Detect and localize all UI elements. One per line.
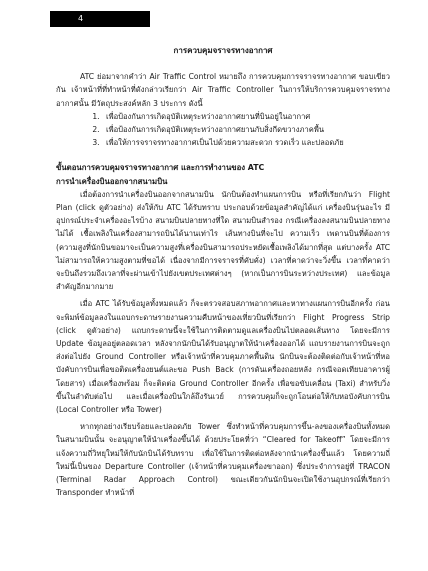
list-item: 1. เพื่อป้องกันการเกิดอุบัติเหตุระหว่างอากาศยานที่บินอยู่ในอากาศ (102, 110, 390, 123)
page-title: การควบคุมจราจรทางอากาศ (173, 46, 273, 55)
page-number-bar (50, 11, 150, 27)
body-paragraph: เมื่อ ATC ได้รับข้อมูลทั้งหมดแล้ว ก็จะตรวจสอบสภาพอากาศและหาทางแผนการบินอีกครั้ง ก่อนจะพิมพ์ข้อมูลลงในแถบกระดาษรายงานความคืบหน้าของเที่ยวบินที่เรียกว่า Flight Progress Strip (click ดูตัวอย่าง) แถบกระดาษนี้จะใช้ในการติดตามดูแลเครื่องบินไปตลอดเส้นทาง โดยจะมีการ Update ข้อมูลอยู่ตลอดเวลา หลังจากนักบินได้รับอนุญาตให้นำเครื่องออกได้ แถบรายงานการบินจะถูกส่งต่อไปยัง Ground Controller หรือเจ้าหน้าที่ควบคุมภาคพื้นดิน นักบินจะต้องติดต่อกับเจ้าหน้าที่หอบังคับการบินเพื่อขอติดเครื่องยนต์และขอ Push Back (การดันเครื่องถอยหลัง กรณีจอดเทียบอาคารผู้โดยสาร) เมื่อเครื่องพร้อม ก็จะติดต่อ Ground Controller อีกครั้ง เพื่อขอขับเคลื่อน (Taxi) สำหรับวิ่งขึ้นในลำดับต่อไป และเมื่อเครื่องบินใกล้ถึงรันเวย์ การควบคุมก็จะถูกโอนต่อให้กับหอบังคับการบิน (Local Controller หรือ Tower) (56, 299, 390, 415)
list-item: 3. เพื่อให้การจราจรทางอากาศเป็นไปด้วยความสะดวก รวดเร็ว และปลอดภัย (102, 136, 390, 149)
list-item: 2. เพื่อป้องกันการเกิดอุบัติเหตุระหว่างอากาศยานกับสิ่งกีดขวางภาคพื้น (102, 123, 390, 136)
body-paragraph: หากทุกอย่างเรียบร้อยและปลอดภัย Tower ซึ่งทำหน้าที่ควบคุมการขึ้น-ลงของเครื่องบินทั้งหมดในสนามบินนั้น จะอนุญาตให้นำเครื่องขึ้นได้ ด้วยประโยคที่ว่า “Cleared for Takeoff” โดยจะมีการแจ้งความถี่วิทยุใหม่ให้กับนักบินได้รับทราบ เพื่อใช้ในการติดต่อหลังจากนำเครื่องขึ้นแล้ว โดยความถี่ใหม่นี้เป็นของ Departure Controller (เจ้าหน้าที่ควบคุมเครื่องขาออก) ซึ่งประจำการอยู่ที่ TRACON (Terminal Radar Approach Control) ขณะเดียวกันนักบินจะเปิดใช้งานอุปกรณ์ที่เรียกว่า Transponder ทำหน้าที่ (56, 422, 390, 498)
document-body (56, 44, 390, 500)
objectives-list (56, 110, 390, 150)
section-heading: ขั้นตอนการควบคุมจราจรทางอากาศ และการทำงานของ ATC (56, 163, 265, 173)
body-paragraph: เมื่อต้องการนำเครื่องบินออกจากสนามบิน นักบินต้องทำแผนการบิน หรือที่เรียกกันว่า Flight Plan (click ดูตัวอย่าง) ส่งให้กับ ATC ได้รับทราบ ประกอบด้วยข้อมูลสำคัญได้แก่ เครื่องบินรุ่นอะไร มีอุปกรณ์ประจำเครื่องอะไรบ้าง สนามบินปลายทางที่ใด สนามบินสำรอง กรณีเครื่องลงสนามบินปลายทางไม่ได้ เชื้อเพลิงในเครื่องสามารถบินได้นานเท่าไร เส้นทางบินที่จะไป ความเร็ว เพดานบินที่ต้องการ (ความสูงที่นักบินขอมาจะเป็นความสูงที่เครื่องบินสามารถประหยัดเชื้อเพลิงได้มากที่สุด แต่บางครั้ง ATC ไม่สามารถให้ความสูงตามที่ขอได้ เนื่องจากมีการจราจรที่คับคั่ง) เวลาที่คาดว่าจะวิ่งขึ้น เวลาที่คาดว่าจะบินถึงรวมถึงเวลาที่จะผ่านเข้าไปยังเขตประเทศต่างๆ (หากเป็นการบินระหว่างประเทศ) และข้อมูลสำคัญอีกมากมาย (56, 189, 390, 292)
intro-paragraph: ATC ย่อมาจากคำว่า Air Traffic Control หมายถึง การควบคุมการจราจรทางอากาศ ขอบเขียวกัน เจ้าหน้าที่ที่ทำหน้าที่ดังกล่าวเรียกว่า Air Traffic Controller ในการให้บริการควบคุมจราจรทางอากาศนั้น มีวัตถุประสงค์หลัก 3 ประการ ดังนี้ (56, 72, 390, 108)
subsection-heading: การนำเครื่องบินออกจากสนามบิน (56, 176, 168, 186)
page-number: 4 (78, 14, 84, 23)
